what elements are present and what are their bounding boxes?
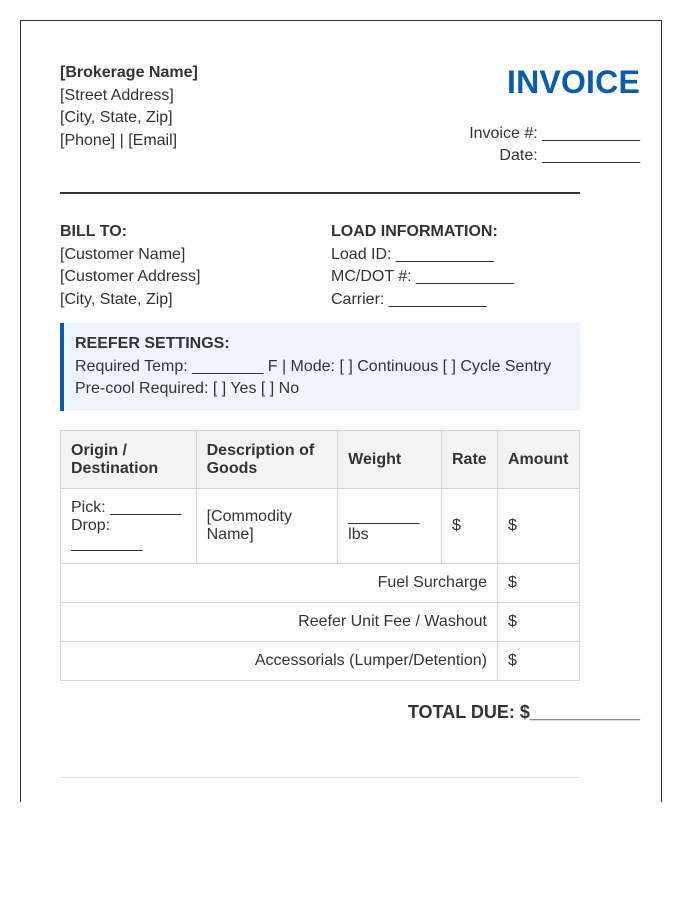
header-rate: Rate [441, 431, 497, 489]
load-info-block [331, 221, 514, 311]
invoice-title: INVOICE [507, 64, 640, 100]
customer-address: [Customer Address] [60, 268, 201, 285]
line-items-table [60, 430, 580, 681]
header-origin: Origin / Destination [61, 431, 197, 489]
reefer-precool-line: Pre-cool Required: [ ] Yes [ ] No [75, 380, 300, 397]
reefer-header: REEFER SETTINGS: [75, 335, 230, 352]
commodity-cell: [Commodity Name] [196, 489, 338, 564]
reefer-temp-mode-line: Required Temp: ________ F | Mode: [ ] Continuous [ ] Cycle Sentry [75, 357, 552, 375]
invoice-date-field: Date: ___________ [499, 147, 640, 164]
charge-label: Accessorials (Lumper/Detention) [61, 642, 498, 681]
load-info-header: LOAD INFORMATION: [331, 223, 498, 240]
load-id-field: Load ID: ___________ [331, 245, 494, 263]
header-weight: Weight [338, 431, 442, 489]
header-amount: Amount [497, 431, 579, 489]
company-name: [Brokerage Name] [60, 64, 198, 81]
header-description: Description of Goods [196, 431, 338, 489]
carrier-field: Carrier: ___________ [331, 290, 487, 308]
table-row [61, 564, 580, 603]
weight-unit: lbs [348, 526, 369, 543]
invoice-number-field: Invoice #: ___________ [469, 125, 640, 142]
table-row [61, 603, 580, 642]
footer-divider [60, 777, 580, 778]
origin-cell [61, 489, 197, 564]
company-contact: [Phone] | [Email] [60, 131, 178, 149]
invoice-meta [469, 123, 640, 167]
rate-cell: $ [441, 489, 497, 564]
amount-cell: $ [497, 489, 579, 564]
charge-amount: $ [497, 603, 579, 642]
company-block [60, 62, 198, 152]
charge-amount: $ [497, 564, 579, 603]
mc-dot-field: MC/DOT #: ___________ [331, 268, 514, 285]
company-city: [City, State, Zip] [60, 109, 173, 126]
charge-amount: $ [497, 642, 579, 681]
table-row [61, 489, 580, 564]
total-due: TOTAL DUE: $___________ [407, 702, 640, 722]
customer-city: [City, State, Zip] [60, 290, 173, 308]
customer-name: [Customer Name] [60, 245, 186, 263]
bill-to-header: BILL TO: [60, 223, 127, 240]
drop-field: Drop: ________ [71, 517, 143, 552]
table-row [61, 642, 580, 681]
pick-field: Pick: ________ [71, 499, 182, 516]
charge-label: Fuel Surcharge [61, 564, 498, 603]
weight-cell [338, 489, 442, 564]
bill-to-block [60, 221, 201, 311]
reefer-settings-box [60, 323, 580, 411]
company-street: [Street Address] [60, 86, 174, 104]
table-header-row [61, 431, 580, 489]
charge-label: Reefer Unit Fee / Washout [61, 603, 498, 642]
weight-blank: ________ [348, 508, 420, 525]
header-divider [60, 192, 580, 194]
